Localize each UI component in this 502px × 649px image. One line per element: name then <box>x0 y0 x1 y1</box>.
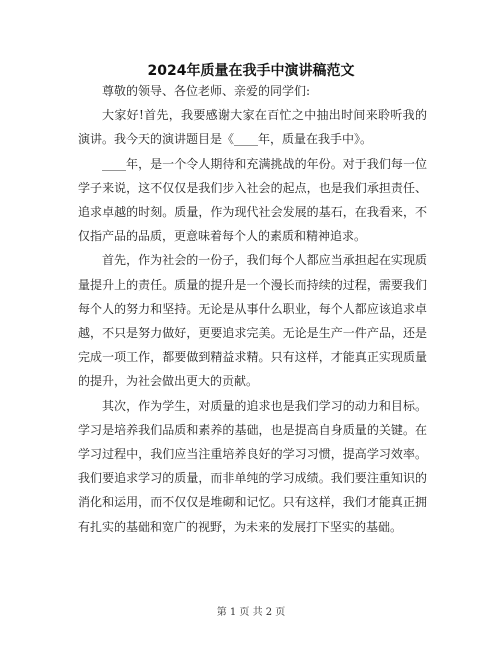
document-title: 2024年质量在我手中演讲稿范文 <box>147 63 355 79</box>
paragraph-student: 其次，作为学生，对质量的追求也是我们学习的动力和目标。学习是培养我们品质和素养的基础，也是提高自身质量的关键。在学习过程中，我们应当注重培养良好的学习习惯，提高学习效率。我们要追求学习的质量，而非单纯的学习成绩。我们要注重知识的消化和运用，而不仅仅是堆砌和记忆。只有这样，我们才能真正拥有扎实的基础和宽广的视野，为未来的发展打下坚实的基础。 <box>78 398 427 534</box>
document-body <box>78 79 427 539</box>
paragraph-greeting: 大家好!首先，我要感谢大家在百忙之中抽出时间来聆听我的演讲。我今天的演讲题目是《____年，质量在我手中》。 <box>78 108 427 147</box>
paragraph-society: 首先，作为社会的一份子，我们每个人都应当承担起在实现质量提升上的责任。质量的提升是一个漫长而持续的过程，需要我们每个人的努力和坚持。无论是从事什么职业，每个人都应该追求卓越，不只是努力做好，更要追求完美。无论是生产一件产品，还是完成一项工作，都要做到精益求精。只有这样，才能真正实现质量的提升，为社会做出更大的贡献。 <box>78 253 427 389</box>
paragraph-salutation: 尊敬的领导、各位老师、亲爱的同学们: <box>102 84 311 98</box>
paragraph-year: ____年，是一个令人期待和充满挑战的年份。对于我们每一位学子来说，这不仅仅是我们步入社会的起点，也是我们承担责任、追求卓越的时刻。质量，作为现代社会发展的基石，在我看来，不仅指产品的品质，更意味着每个人的素质和精神追求。 <box>78 156 427 244</box>
page-number-footer: 第 1 页 共 2 页 <box>216 607 286 618</box>
